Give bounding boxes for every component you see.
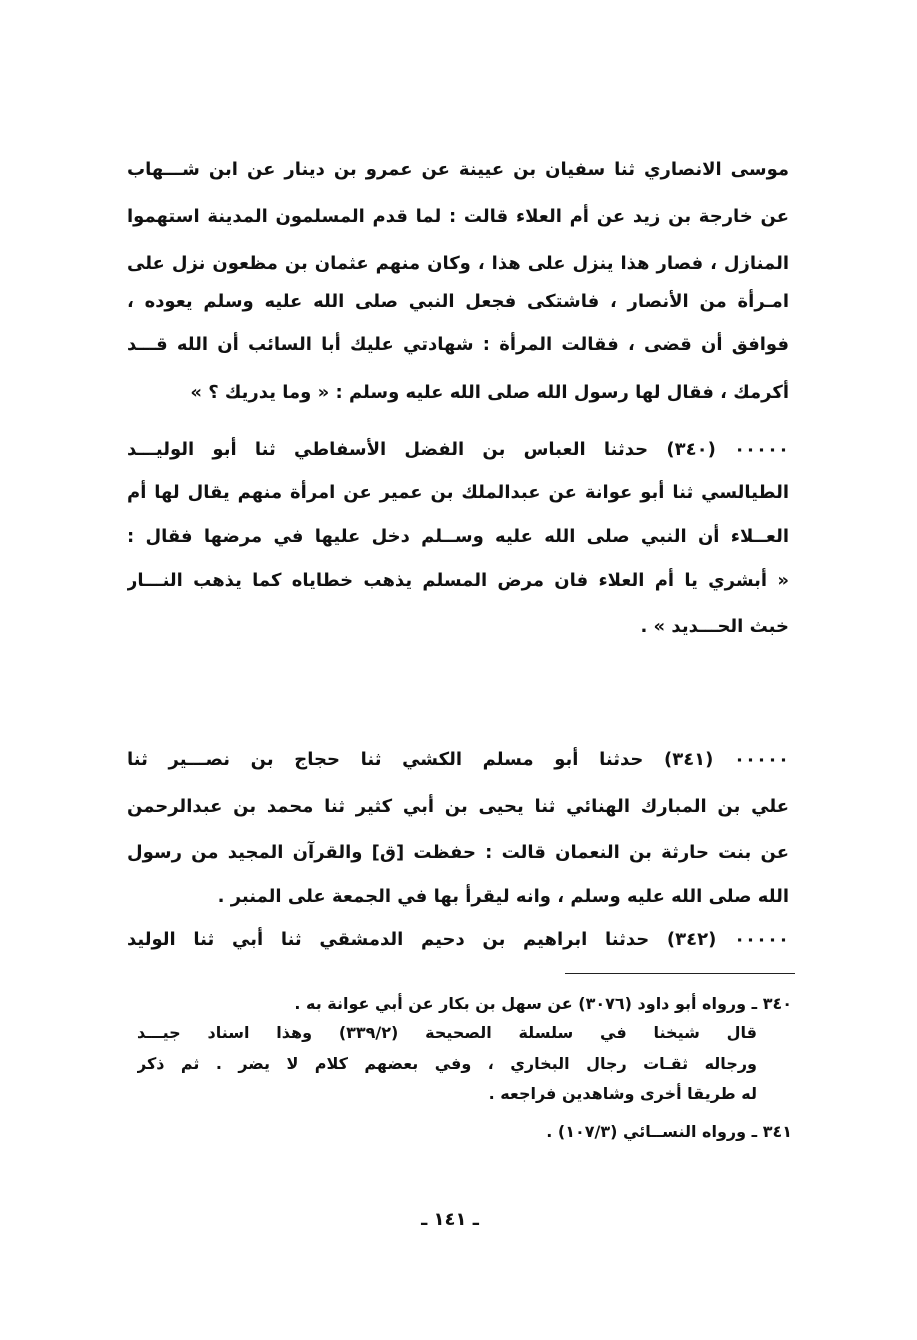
footnote-340-line: له طريقا أخرى وشاهدين فراجعه . (488, 1084, 757, 1103)
hadith-341-line: الله صلى الله عليه وسلم ، وانه ليقرأ بها في الجمعة على المنبر . (217, 886, 789, 907)
hadith-340-line: العــلاء أن النبي صلى الله عليه وســلم دخل عليها في مرضها فقال : (127, 526, 789, 547)
hadith-340-line: خبث الحـــديد » . (640, 616, 789, 637)
text-line: عن خارجة بن زيد عن أم العلاء قالت : لما قدم المسلمون المدينة استهموا (127, 206, 789, 227)
hadith-341-line: علي بن المبارك الهنائي ثنا يحيى بن أبي كثير ثنا محمد بن عبدالرحمن (127, 796, 789, 817)
hadith-340-line: ٠٠٠٠٠ (٣٤٠) حدثنا العباس بن الفضل الأسفاطي ثنا أبو الوليـــد (127, 439, 789, 460)
text-line: موسى الانصاري ثنا سفيان بن عيينة عن عمرو بن دينار عن ابن شـــهاب (127, 159, 789, 180)
footnote-341: ٣٤١ ـ ورواه النســائي (١٠٧/٣) . (546, 1122, 792, 1141)
footnote-340-line: قال شيخنا في سلسلة الصحيحة (٣٣٩/٢) وهذا اسناد جيـــد (137, 1023, 757, 1042)
text-line: أكرمك ، فقال لها رسول الله صلى الله عليه وسلم : « وما يدريك ؟ » (190, 382, 789, 403)
hadith-340-line: الطيالسي ثنا أبو عوانة عن عبدالملك بن عمير عن امرأة منهم يقال لها أم (127, 482, 789, 503)
footnote-separator (565, 973, 795, 974)
footnote-340-line: ٣٤٠ ـ ورواه أبو داود (٣٠٧٦) عن سهل بن بكار عن أبي عوانة به . (294, 994, 792, 1013)
hadith-340-line: « أبشري يا أم العلاء فان مرض المسلم يذهب خطاياه كما يذهب النـــار (127, 570, 789, 591)
text-line: فوافق أن قضى ، فقالت المرأة : شهادتي عليك أبا السائب أن الله قـــد (127, 334, 789, 355)
text-line: امـرأة من الأنصار ، فاشتكى فجعل النبي صلى الله عليه وسلم يعوده ، (127, 291, 789, 312)
text-line: المنازل ، فصار هذا ينزل على هذا ، وكان منهم عثمان بن مظعون نزل على (127, 253, 789, 274)
hadith-341-line: ٠٠٠٠٠ (٣٤١) حدثنا أبو مسلم الكشي ثنا حجاج بن نصـــير ثنا (127, 749, 789, 770)
hadith-342-line: ٠٠٠٠٠ (٣٤٢) حدثنا ابراهيم بن دحيم الدمشقي ثنا أبي ثنا الوليد (127, 929, 789, 950)
footnote-340-line: ورجاله ثقـات رجال البخاري ، وفي بعضهم كلام لا يضر . ثم ذكر (137, 1054, 757, 1073)
page-number: ـ ١٤١ ـ (421, 1209, 479, 1230)
hadith-341-line: عن بنت حارثة بن النعمان قالت : حفظت [ق] والقرآن المجيد من رسول (127, 842, 789, 863)
